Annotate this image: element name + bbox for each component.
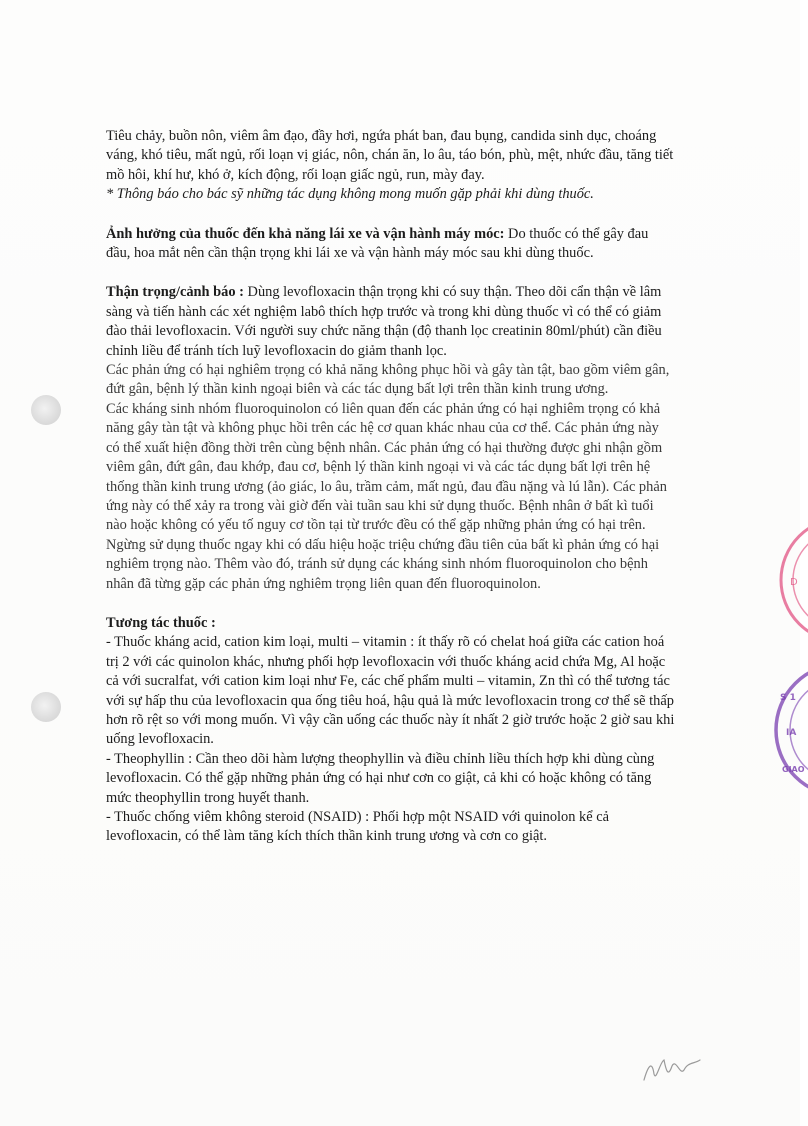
- document-body: [106, 127, 676, 847]
- interactions-heading: Tương tác thuốc :: [106, 614, 216, 631]
- handwritten-signature-icon: [640, 1052, 710, 1088]
- interaction-item: - Theophyllin : Cần theo dõi hàm lượng theophyllin và điều chỉnh liều thích hợp khi dùng cùng levofloxacin. Có thể gặp những phản ứng có hại như cơn co giật, cả khi có hoặc không có tăng mức theophyllin trong huyết thanh.: [106, 750, 655, 806]
- caution-paragraph: Ngừng sử dụng thuốc ngay khi có dấu hiệu hoặc triệu chứng đầu tiên của bất kì phản ứng có hại nghiêm trọng nào. Thêm vào đó, tránh sử dụng các kháng sinh nhóm fluoroquinolon cho bệnh nhân đã từng gặp các phản ứng nghiêm trọng liên quan đến fluoroquinolon.: [106, 536, 660, 592]
- caution-paragraph: Các kháng sinh nhóm fluoroquinolon có liên quan đến các phản ứng có hại nghiêm trọng có khả năng gây tàn tật và không phục hồi trên các hệ cơ quan khác nhau của cơ thể. Các phản ứng này có thể xuất hiện đồng thời trên cùng bệnh nhân. Các phản ứng có hại thường được ghi nhận gồm viêm gân, đứt gân, đau khớp, đau cơ, bệnh lý thần kinh ngoại vi và các tác dụng bất lợi trên hệ thống thần kinh trung ương (ảo giác, lo âu, trầm cảm, mất ngủ, đau đầu nặng và lú lẫn). Các phản ứng này có thể xảy ra trong vài giờ đến vài tuần sau khi sử dụng thuốc. Bệnh nhân ở bất kì tuổi nào hoặc không có yếu tố nguy cơ tồn tại từ trước đều có thể gặp những phản ứng có hại trên.: [106, 400, 667, 534]
- side-effects-paragraph: Tiêu chảy, buồn nôn, viêm âm đạo, đầy hơi, ngứa phát ban, đau bụng, candida sinh dục, choáng váng, khó tiêu, mất ngủ, rối loạn vị giác, nôn, chán ăn, lo âu, táo bón, phù, mệt, nhức đầu, tăng tiết mồ hôi, khí hư, khó ở, kích động, rối loạn giấc ngủ, run, mày đay.: [106, 128, 674, 183]
- driving-section: [106, 225, 676, 264]
- driving-text: Do thuốc có thể gây đau đầu, hoa mắt nên cần thận trọng khi lái xe và vận hành máy móc sau khi dùng thuốc.: [106, 225, 649, 262]
- svg-text:D: D: [790, 577, 798, 588]
- caution-heading: Thận trọng/cảnh báo :: [106, 284, 244, 301]
- seal-stamp-icon: [760, 660, 808, 800]
- driving-heading: Ảnh hưởng của thuốc đến khả năng lái xe và vận hành máy móc:: [106, 225, 505, 242]
- interaction-item: - Thuốc kháng acid, cation kim loại, multi – vitamin : ít thấy rõ có chelat hoá giữa các cation hoá trị 2 với các quinolon khác, nhưng phối hợp levofloxacin với thuốc kháng acid chứa Mg, Al hoặc cả với sucralfat, với cation kim loại như Fe, các chế phẩm multi – vitamin, Zn thì có thể tương tác với sự hấp thu của levofloxacin qua ống tiêu hoá, hậu quả là mức levofloxacin trong cơ thể sẽ thấp hơn rõ rệt so với mong muốn. Vì vậy cần uống các thuốc này ít nhất 2 giờ trước hoặc 2 giờ sau khi uống levofloxacin.: [106, 634, 675, 748]
- interaction-item: - Thuốc chống viêm không steroid (NSAID) : Phối hợp một NSAID với quinolon kể cả levofloxacin, có thể làm tăng kích thích thần kinh trung ương và cơn co giật.: [106, 809, 609, 845]
- svg-text:IA: IA: [786, 728, 797, 738]
- seal-stamp-icon: [768, 515, 808, 645]
- caution-text: Dùng levofloxacin thận trọng khi có suy thận. Theo dõi cẩn thận về lâm sàng và tiến hành các xét nghiệm labô thích hợp trước và trong khi dùng thuốc vì có thể có giảm đào thải levofloxacin. Với người suy chức năng thận (độ thanh lọc creatinin 80ml/phút) cần điều chỉnh liều để tránh tích luỹ levofloxacin do giảm thanh lọc.: [106, 284, 662, 359]
- punch-hole-icon: [31, 395, 61, 425]
- svg-text:S 1: S 1: [780, 693, 796, 703]
- svg-text:GIAO: GIAO: [782, 765, 805, 774]
- side-effects-note: * Thông báo cho bác sỹ những tác dụng không mong muốn gặp phải khi dùng thuốc.: [106, 186, 594, 203]
- caution-section: [106, 283, 676, 361]
- punch-hole-icon: [31, 692, 61, 722]
- caution-paragraph: Các phản ứng có hại nghiêm trọng có khả năng không phục hồi và gây tàn tật, bao gồm viêm gân, đứt gân, bệnh lý thần kinh ngoại biên và các tác dụng bất lợi trên thần kinh trung ương.: [106, 362, 670, 398]
